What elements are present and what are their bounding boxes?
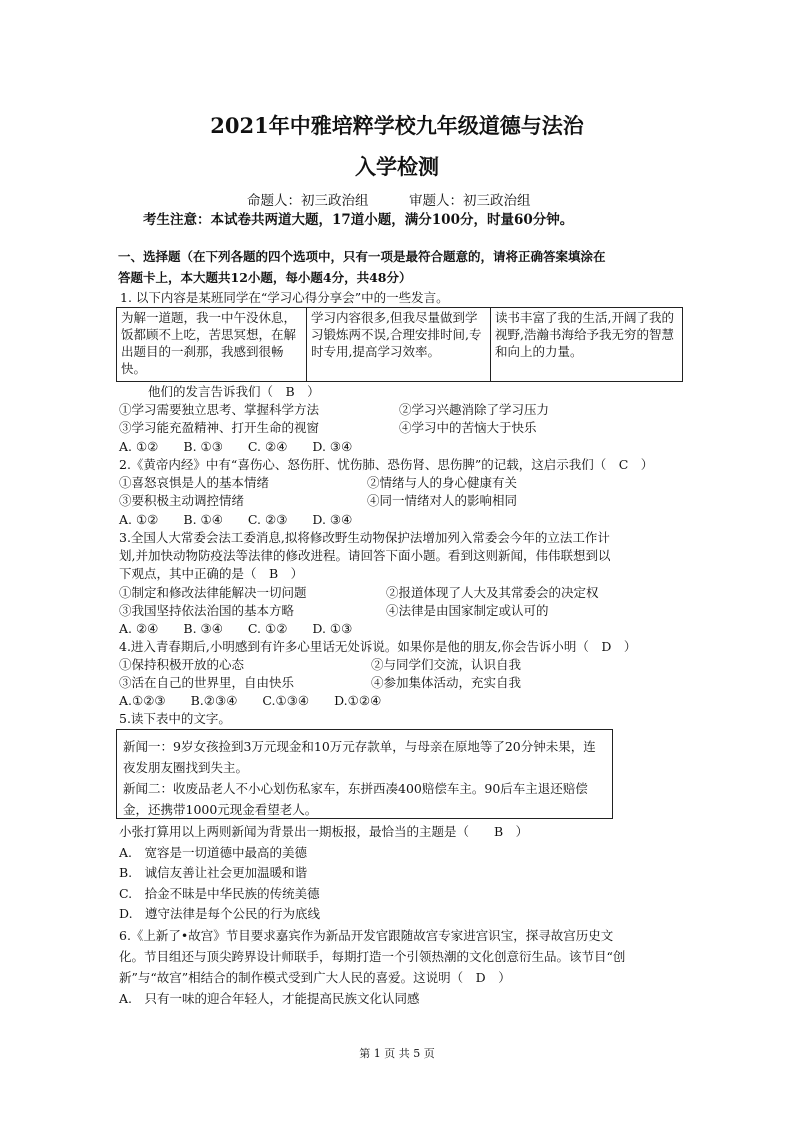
- q6-stem-cont: 化。节目组还与顶尖跨界设计师联手，每期打造一个引领热潮的文化创意衍生品。该节目“创: [119, 949, 626, 964]
- q2-option-1: ①喜怒哀惧是人的基本情绪: [119, 475, 270, 490]
- q5-option-d: D. 遵守法律是每个公民的行为底线: [119, 906, 321, 921]
- exam-title: 2021年中雅培粹学校九年级道德与法治: [210, 113, 584, 138]
- q6-stem-cont2: 新”与“故宫”相结合的制作模式受到广大人民的喜爱。这说明（ D ）: [119, 970, 511, 985]
- q4-stem: 4.进入青春期后,小明感到有许多心里话无处诉说。如果你是他的朋友,你会告诉小明（ D ）: [119, 639, 637, 654]
- q2-option-4: ④同一情绪对人的影响相同: [367, 493, 518, 508]
- exam-subtitle: 入学检测: [355, 154, 439, 179]
- q1-option-3: ③学习能充盈精神、打开生命的视窗: [119, 420, 320, 435]
- q4-option-2: ②与同学们交流，认识自我: [371, 657, 522, 672]
- q4-option-1: ①保持积极开放的心态: [119, 657, 245, 672]
- q1-quote-1: 为解一道题，我一中午没休息，饭都顾不上吃，苦思冥想，在解出题目的一刹那，我感到很畅快。: [117, 308, 307, 381]
- q1-quote-2: 学习内容很多,但我尽量做到学习锻炼两不误,合理安排时间,专时专用,提高学习效率。: [307, 308, 491, 381]
- q3-choices: A. ②④ B. ③④ C. ①② D. ①③: [119, 621, 353, 636]
- q5-stem: 5.读下表中的文字。: [119, 711, 231, 726]
- q1-stem: 1. 以下内容是某班同学在“学习心得分享会”中的一些发言。: [120, 290, 449, 305]
- q1-option-2: ②学习兴趣消除了学习压力: [399, 402, 550, 417]
- q2-choices: A. ①② B. ①④ C. ②③ D. ③④: [119, 512, 353, 527]
- q1-quote-table: [116, 307, 683, 382]
- q2-option-3: ③要积极主动调控情绪: [119, 493, 245, 508]
- q1-option-1: ①学习需要独立思考、掌握科学方法: [119, 402, 320, 417]
- q5-option-c: C. 拾金不昧是中华民族的传统美德: [119, 886, 320, 901]
- q3-option-1: ①制定和修改法律能解决一切问题: [119, 585, 307, 600]
- q5-news-1: 新闻一：9岁女孩捡到3万元现金和10万元存款单，与母亲在原地等了20分钟未果，连夜发朋友圈找到失主。: [123, 739, 596, 775]
- authors-line: 命题人：初三政治组 审题人：初三政治组: [247, 193, 531, 209]
- q2-stem: 2.《黄帝内经》中有“喜伤心、怒伤肝、忧伤肺、恐伤肾、思伤脾”的记载，这启示我们（ C ）: [119, 457, 654, 472]
- q5-news-2: 新闻二：收废品老人不小心划伤私家车，东拼西凑400赔偿车主。90后车主退还赔偿金，还携带1000元现金看望老人。: [123, 781, 588, 817]
- q3-stem-cont: 划,并加快动物防疫法等法律的修改进程。请回答下面小题。看到这则新闻，伟伟联想到以: [119, 548, 611, 563]
- q1-choices: A. ①② B. ①③ C. ②④ D. ③④: [119, 439, 353, 454]
- q1-option-4: ④学习中的苦恼大于快乐: [399, 420, 537, 435]
- q5-news-box: [116, 729, 613, 819]
- section-heading: 一、选择题（在下列各题的四个选项中，只有一项是最符合题意的，请将正确答案填涂在: [118, 249, 606, 264]
- q4-choices: A.①②③ B.②③④ C.①③④ D.①②④: [119, 693, 382, 708]
- q1-quote-3: 读书丰富了我的生活,开阔了我的视野,浩瀚书海给予我无穷的智慧和向上的力量。: [495, 310, 674, 359]
- q3-stem: 3.全国人大常委会法工委消息,拟将修改野生动物保护法增加列入常委会今年的立法工作计: [119, 530, 610, 545]
- q5-option-b: B. 诚信友善让社会更加温暖和谐: [119, 865, 308, 880]
- q3-option-4: ④法律是由国家制定或认可的: [386, 603, 549, 618]
- exam-notice: 考生注意：本试卷共两道大题，17道小题，满分100分，时量60分钟。: [143, 212, 574, 228]
- section-heading-cont: 答题卡上，本大题共12小题，每小题4分，共48分）: [118, 270, 412, 285]
- q3-stem-cont2: 下观点，其中正确的是（ B ）: [119, 566, 304, 581]
- q4-option-3: ③活在自己的世界里，自由快乐: [119, 675, 295, 690]
- q3-option-3: ③我国坚持依法治国的基本方略: [119, 603, 295, 618]
- q4-option-4: ④参加集体活动，充实自我: [371, 675, 522, 690]
- q2-option-2: ②情绪与人的身心健康有关: [367, 475, 518, 490]
- q5-prompt: 小张打算用以上两则新闻为背景出一期板报，最恰当的主题是（ B ）: [119, 824, 529, 839]
- page-footer: 第 1 页 共 5 页: [359, 1047, 435, 1060]
- q6-option-a: A. 只有一味的迎合年轻人，才能提高民族文化认同感: [119, 991, 420, 1006]
- q1-prompt: 他们的发言告诉我们（ B ）: [148, 384, 320, 399]
- q3-option-2: ②报道体现了人大及其常委会的决定权: [386, 585, 599, 600]
- q5-option-a: A. 宽容是一切道德中最高的美德: [119, 845, 308, 860]
- q6-stem: 6.《上新了•故宫》节目要求嘉宾作为新品开发官跟随故宫专家进宫识宝，探寻故宫历史文: [119, 928, 614, 943]
